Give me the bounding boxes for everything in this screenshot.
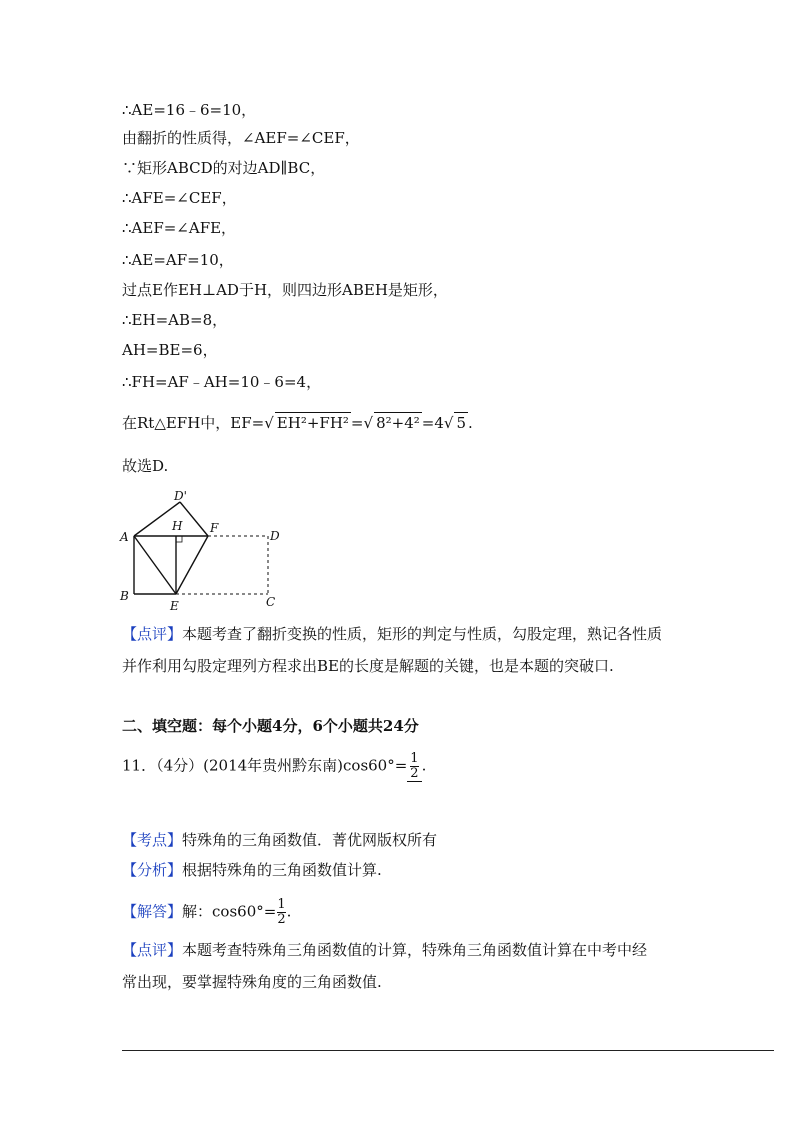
jieda-end: . (286, 902, 292, 921)
fenxi-text: 根据特殊角的三角函数值计算. (182, 861, 382, 879)
section-heading: 二、填空题：每个小题4分，6个小题共24分 (122, 717, 419, 735)
comment-tag: 【点评】 (122, 625, 183, 643)
solution-line: 故选D. (122, 457, 169, 475)
dianping-line-2: 常出现，要掌握特殊角度的三角函数值. (122, 973, 382, 991)
fenxi-line (122, 860, 382, 880)
comment-line-2: 并作利用勾股定理列方程求出BE的长度是解题的关键，也是本题的突破口. (122, 657, 614, 675)
solution-line: ∴EH=AB=8， (122, 311, 228, 329)
jieda-fraction (277, 898, 285, 927)
solution-line: ∴AE=16﹣6=10， (122, 101, 257, 119)
formula-prefix: 在Rt△EFH中，EF= (122, 414, 265, 432)
comment-text: 本题考查了翻折变换的性质，矩形的判定与性质，勾股定理，熟记各性质 (182, 625, 663, 643)
formula-end: . (467, 414, 473, 432)
solution-line: 过点E作EH⊥AD于H，则四边形ABEH是矩形， (122, 281, 448, 299)
fraction-numerator: 1 (410, 751, 419, 766)
fraction-numerator: 1 (277, 897, 286, 912)
solution-line: AH=BE=6， (122, 341, 218, 359)
label-B: B (120, 589, 129, 603)
question-prefix: 11．（4分）(2014年贵州黔东南)cos60°= (122, 756, 408, 775)
fraction-denominator: 2 (277, 912, 286, 927)
solution-line: ∴FH=AF﹣AH=10﹣6=4， (122, 373, 322, 391)
segment-D-prime-F (180, 502, 208, 536)
segment-EF (176, 536, 208, 594)
ef-formula-line: 在Rt△EFH中，EF=√ EH²+FH² =√ 8²+4² =4√ 5 . (122, 414, 473, 432)
radicand: 8²+4² (376, 414, 420, 432)
answer-blank (407, 752, 421, 782)
solution-line: ∵矩形ABCD的对边AD∥BC， (122, 159, 326, 177)
label-D: D (270, 529, 280, 543)
right-angle-mark (176, 536, 182, 542)
label-E: E (170, 599, 179, 613)
formula-mid: =4 (421, 414, 444, 432)
radicand: 5 (456, 414, 466, 432)
dianping-line-1 (122, 940, 647, 960)
solution-line: ∴AE=AF=10， (122, 251, 234, 269)
label-A: A (120, 530, 129, 544)
solution-line: ∴AFE=∠CEF， (122, 189, 237, 207)
solution-line: ∴AEF=∠AFE， (122, 219, 237, 237)
kaodian-text: 特殊角的三角函数值．菁优网版权所有 (182, 831, 438, 849)
question-11 (122, 752, 426, 782)
solution-line: 由翻折的性质得，∠AEF=∠CEF， (122, 129, 360, 147)
question-suffix: . (421, 756, 427, 775)
segment-AE (134, 536, 176, 594)
kaodian-line (122, 830, 437, 850)
label-F: F (210, 521, 219, 535)
fraction-denominator: 2 (410, 766, 419, 781)
kaodian-tag: 【考点】 (122, 831, 183, 849)
jieda-tag: 【解答】 (122, 902, 183, 921)
label-H: H (172, 519, 183, 533)
geometry-figure (118, 486, 298, 614)
label-D-prime: D' (174, 489, 187, 503)
comment-line-1 (122, 624, 662, 644)
radicand: EH²+FH² (276, 414, 349, 432)
footer-divider (122, 1050, 774, 1051)
formula-eq: = (350, 414, 364, 432)
dianping-text: 本题考查特殊角三角函数值的计算，特殊角三角函数值计算在中考中经 (182, 941, 648, 959)
jieda-text: 解：cos60°= (182, 902, 277, 921)
answer-fraction (410, 752, 418, 781)
dianping-tag: 【点评】 (122, 941, 183, 959)
label-C: C (266, 595, 276, 609)
fenxi-tag: 【分析】 (122, 861, 183, 879)
jieda-line (122, 898, 291, 927)
